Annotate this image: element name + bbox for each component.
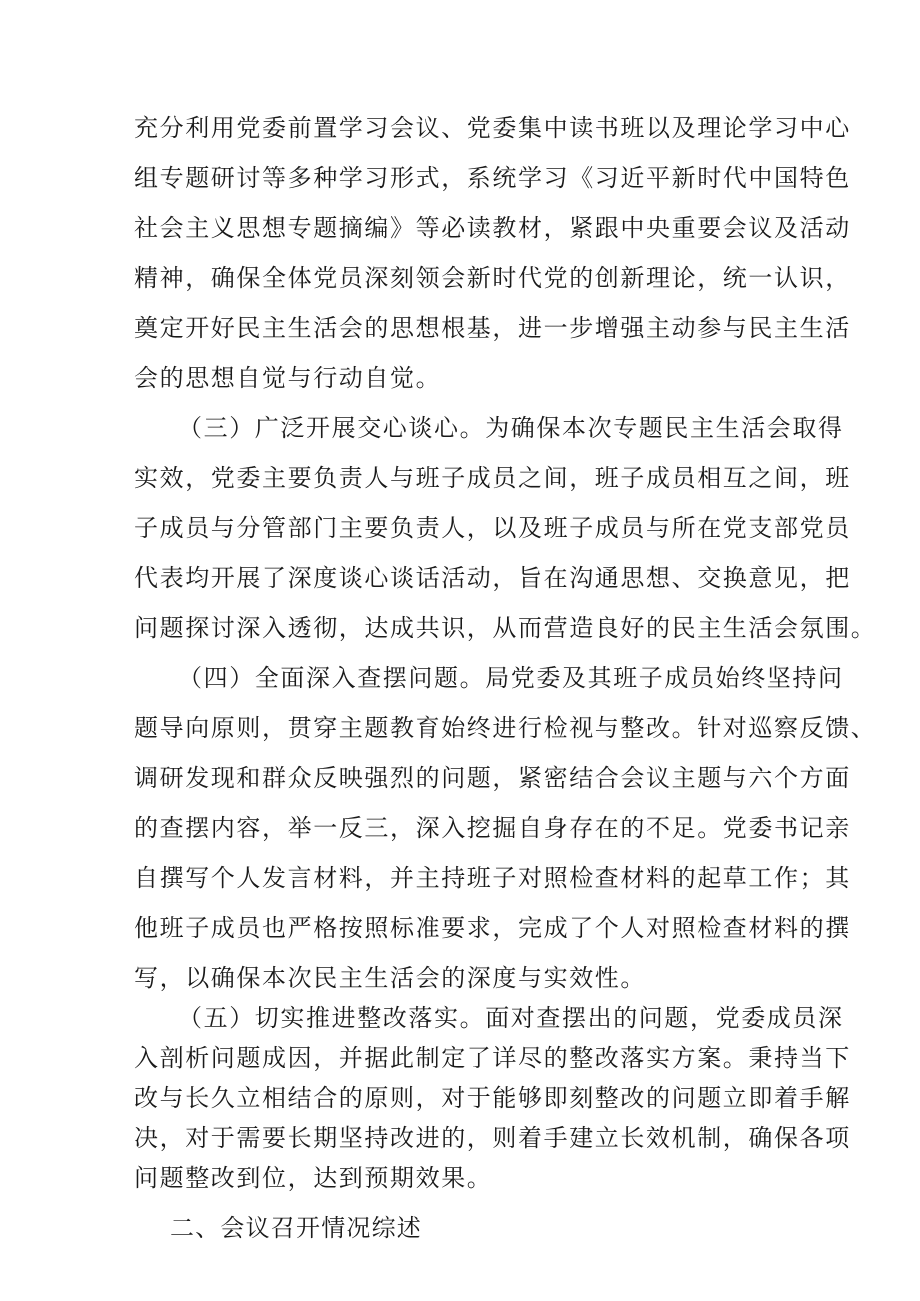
paragraph-start-line: （三）广泛开展交心谈心。为确保本次专题民主生活会取得 [178, 414, 844, 442]
text-line: 写，以确保本次民主生活会的深度与实效性。 [134, 964, 646, 992]
text-line: 会的思想自觉与行动自觉。 [134, 364, 442, 392]
paragraph-start-line: （五）切实推进整改落实。面对查摆出的问题，党委成员深 [178, 1004, 844, 1032]
text-line: 自撰写个人发言材料，并主持班子对照检查材料的起草工作；其 [134, 864, 851, 892]
text-line: 充分利用党委前置学习会议、党委集中读书班以及理论学习中心 [134, 114, 851, 142]
text-line: 问题探讨深入透彻，达成共识，从而营造良好的民主生活会氛围。 [134, 614, 877, 642]
text-line: 入剖析问题成因，并据此制定了详尽的整改落实方案。秉持当下 [134, 1044, 851, 1072]
text-line: 决，对于需要长期坚持改进的，则着手建立长效机制，确保各项 [134, 1124, 851, 1152]
text-line: 子成员与分管部门主要负责人，以及班子成员与所在党支部党员 [134, 514, 851, 542]
text-line: 精神，确保全体党员深刻领会新时代党的创新理论，统一认识， [134, 264, 851, 292]
text-line: 的查摆内容，举一反三，深入挖掘自身存在的不足。党委书记亲 [134, 814, 851, 842]
section-heading: 二、会议召开情况综述 [170, 1214, 422, 1242]
text-line: 代表均开展了深度谈心谈话活动，旨在沟通思想、交换意见，把 [134, 564, 851, 592]
text-line: 组专题研讨等多种学习形式，系统学习《习近平新时代中国特色 [134, 164, 851, 192]
text-line: 奠定开好民主生活会的思想根基，进一步增强主动参与民主生活 [134, 314, 851, 342]
paragraph-start-line: （四）全面深入查摆问题。局党委及其班子成员始终坚持问 [178, 664, 844, 692]
text-line: 问题整改到位，达到预期效果。 [134, 1164, 493, 1192]
text-line: 他班子成员也严格按照标准要求，完成了个人对照检查材料的撰 [134, 914, 851, 942]
text-line: 改与长久立相结合的原则，对于能够即刻整改的问题立即着手解 [134, 1084, 851, 1112]
text-line: 题导向原则，贯穿主题教育始终进行检视与整改。针对巡察反馈、 [134, 714, 877, 742]
text-line: 社会主义思想专题摘编》等必读教材，紧跟中央重要会议及活动 [134, 214, 851, 242]
text-line: 调研发现和群众反映强烈的问题，紧密结合会议主题与六个方面 [134, 764, 851, 792]
text-line: 实效，党委主要负责人与班子成员之间，班子成员相互之间，班 [134, 464, 851, 492]
